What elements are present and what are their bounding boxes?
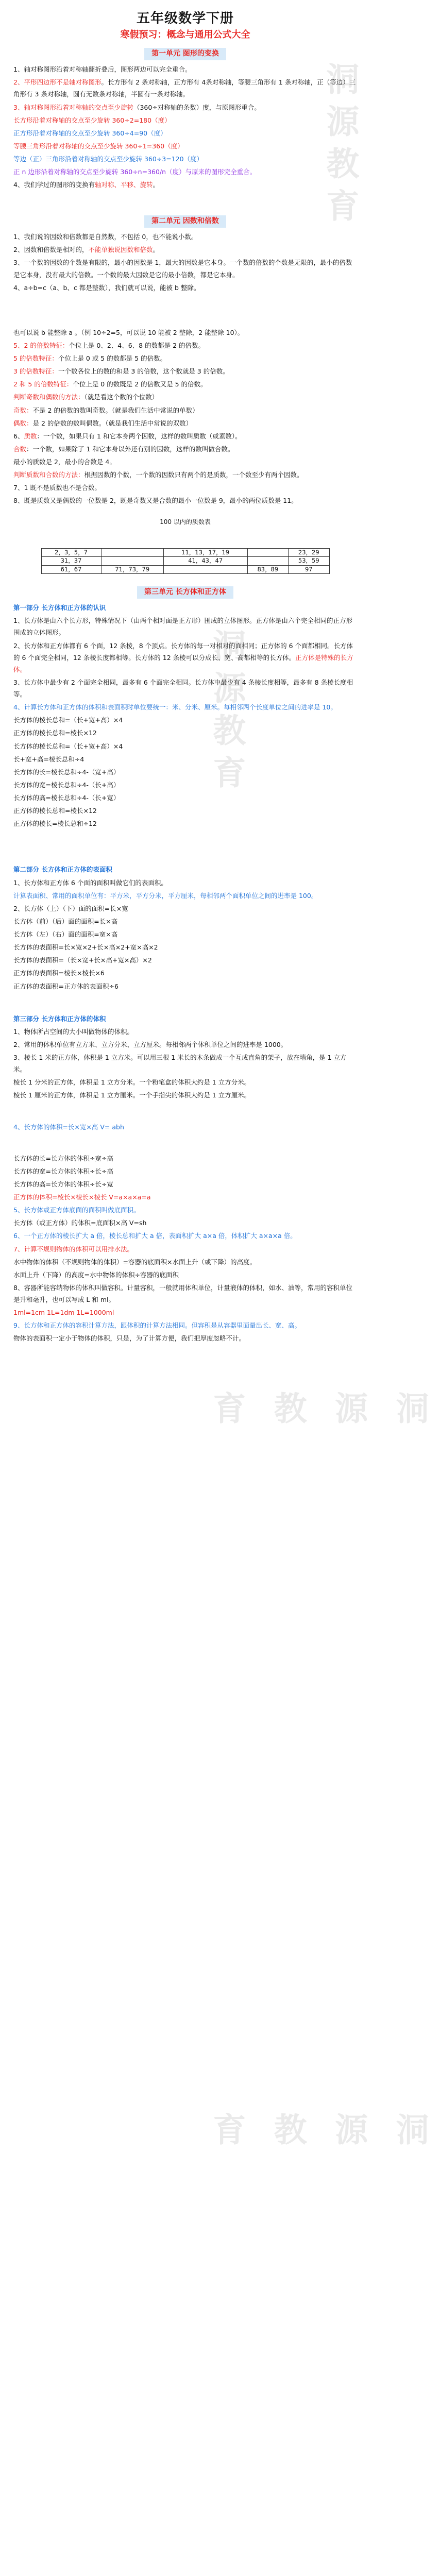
formula: 正方体的体积=棱长×棱长×棱长 V=a×a×a=a — [13, 1193, 151, 1201]
paragraph: 1、轴对称图形沿着对称轴翻折叠后，图形两边可以完全重合。 — [13, 65, 192, 74]
table-cell: 41，43，47 — [163, 557, 247, 566]
formula: 长方体的宽=棱长总和÷4-（长+高） — [13, 781, 120, 789]
unit-1-heading: 第一单元 图形的变换 — [144, 48, 226, 60]
formula: 长方体的表面积=长×宽×2+长×高×2+宽×高×2 — [13, 943, 158, 952]
table-cell — [101, 548, 163, 557]
paragraph: 7、1 既不是质数也不是合数。 — [13, 484, 101, 492]
paragraph: 水面上升（下降）的高度=水中物体的体积÷容器的底面积 — [13, 1270, 179, 1279]
paragraph: 合数：一个数，如果除了 1 和它本身以外还有别的因数，这样的数叫做合数。 — [13, 445, 234, 453]
unit-3-heading: 第三单元 长方体和正方体 — [137, 586, 233, 599]
paragraph: 8、容器所能容纳物体的体积叫做容积。计量容积，一般就用体积单位，计量液体的体积，如水、油等，常用的容积单位是升和毫升，也可以写成 L 和 ml。 — [13, 1283, 352, 1304]
paragraph: 2、因数和倍数是相对的，不能单独说因数和倍数。 — [13, 246, 159, 254]
formula: 长方体的长=棱长总和÷4-（宽+高） — [13, 768, 120, 776]
paragraph: 2 和 5 的倍数特征：个位上是 0 的数既是 2 的倍数又是 5 的倍数。 — [13, 380, 207, 388]
table-cell: 53，59 — [289, 557, 329, 566]
formula: 长+宽+高=棱长总和÷4 — [13, 755, 84, 763]
formula: 长方体（左）（右）面的面积=宽×高 — [13, 930, 118, 939]
paragraph: 4、我们学过的图形的变换有轴对称、平移、旋转。 — [13, 181, 159, 189]
paragraph: 2、平形四边形不是轴对称图形。长方形有 2 条对称轴，正方形有 4条对称轴，等腰三角形有 1 条对称轴，正（等边）三角形有 3 条对称轴，圆有无数条对称轴，半圆有一条对称轴。 — [13, 78, 356, 98]
page-title: 五年级数学下册 — [136, 11, 234, 26]
formula: 正方体的棱长总和=棱长×12 — [13, 807, 97, 815]
page-subtitle: 寒假预习：概念与通用公式大全 — [120, 29, 250, 41]
formula: 长方体的宽=长方体的体积÷长÷高 — [13, 1167, 113, 1175]
paragraph: 最小的质数是 2，最小的合数是 4。 — [13, 458, 116, 466]
formula: 长方体的棱长总和=（长+宽+高）×4 — [13, 742, 123, 750]
formula: 正方体的表面积=棱长×棱长×6 — [13, 969, 105, 977]
formula: 等边（正）三角形沿着对称轴的交点至少旋转 360÷3=120（度） — [13, 155, 204, 163]
formula: 2、长方体（上）（下）面的面积=长×宽 — [13, 904, 128, 912]
table-cell — [247, 557, 288, 566]
formula: 长方体（或正方体）的体积=底面积×高 V=sh — [13, 1219, 147, 1227]
paragraph: 9、长方体和正方体的容积计算方法，跟体积的计算方法相同。但容积是从容器里面量出长、宽、高。 — [13, 1321, 301, 1330]
table-cell: 83，89 — [247, 565, 288, 574]
table-cell: 2，3，5，7 — [41, 548, 101, 557]
paragraph: 3 的倍数特征：一个数各位上的数的和是 3 的倍数，这个数就是 3 的倍数。 — [13, 367, 229, 376]
watermark: 洞源教育 — [207, 2112, 429, 2155]
paragraph: 6、质数：一个数，如果只有 1 和它本身两个因数，这样的数叫质数（或素数）。 — [13, 432, 242, 440]
paragraph: 5、2 的倍数特征：个位上是 0、2、4、6、8 的数都是 2 的倍数。 — [13, 341, 205, 349]
formula: 正方形沿着对称轴的交点至少旋转 360÷4=90（度） — [13, 129, 167, 137]
paragraph: 判断奇数和偶数的方法：（就是看这个数的个位数） — [13, 393, 159, 401]
paragraph: 2、长方体和正方体都有 6 个面，12 条棱，8 个顶点。长方体的每一对相对的面相同；正方体的 6 个面都相同。长方体的 6 个面完全相同，12 条棱长度都相等。长方体的 12 条棱可以分成长、宽、高都相等的长方体。正方体是特殊的长方体。 — [13, 641, 353, 673]
table-cell — [101, 557, 163, 566]
formula: 正方体的表面积=正方体的表面积÷6 — [13, 982, 119, 990]
table-cell: 31，37 — [41, 557, 101, 566]
paragraph: 棱长 1 厘米的正方体，体积是 1 立方厘米。一个手指尖的体积大约是 1 立方厘米。 — [13, 1091, 251, 1099]
paragraph: 水中物体的体积（不规则物体的体积）=容器的底面积×水面上升（或下降）的高度。 — [13, 1258, 256, 1266]
table-cell — [247, 548, 288, 557]
paragraph: 3、一个数的因数的个数是有限的，最小的因数是 1，最大的因数是它本身。一个数的倍数的个数是无限的，最小的倍数是它本身，没有最大的倍数。一个数的最大因数是它的最小倍数，都是它本身。 — [13, 259, 352, 279]
watermark: 洞源教育 — [207, 629, 246, 798]
formula: 长方体的高=棱长总和÷4-（长+宽） — [13, 794, 120, 802]
paragraph: 2、常用的体积单位有立方米、立方分米、立方厘米。每相邻两个体积单位之间的进率是 1000。 — [13, 1040, 287, 1048]
table-cell: 71，73，79 — [101, 565, 163, 574]
section-title: 第三部分 长方体和正方体的体积 — [13, 1014, 106, 1023]
paragraph: 5 的倍数特征：个位上是 0 或 5 的数都是 5 的倍数。 — [13, 354, 167, 363]
paragraph: 棱长 1 分米的正方体，体积是 1 立方分米。一个粉笔盒的体积大约是 1 立方分米。 — [13, 1078, 251, 1087]
paragraph: 偶数：是 2 的倍数的数叫偶数。（就是我们生活中常说的双数） — [13, 419, 193, 427]
table-cell: 61，67 — [41, 565, 101, 574]
formula: 4、长方体的体积=长×宽×高 V= abh — [13, 1123, 124, 1131]
paragraph: 计算表面积、常用的面积单位有：平方米，平方分米，平方厘米，每相邻两个面积单位之间的进率是 100。 — [13, 891, 318, 900]
paragraph: 3、轴对称图形沿着对称轴的交点至少旋转（360÷对称轴的条数）度，与原图形重合。 — [13, 103, 261, 111]
formula: 长方体的长=长方体的体积÷宽÷高 — [13, 1154, 113, 1162]
formula: 6、一个正方体的棱长扩大 a 倍，棱长总和扩大 a 倍，表面积扩大 a×a 倍，体积扩大 a×a×a 倍。 — [13, 1232, 297, 1240]
formula: 正方体的棱长总和=棱长×12 — [13, 729, 97, 737]
formula: 正方体的棱长=棱长总和÷12 — [13, 820, 97, 828]
paragraph: 1、我们说的因数和倍数都是自然数，不包括 0，也不能说小数。 — [13, 233, 198, 241]
unit-2-heading: 第二单元 因数和倍数 — [144, 215, 226, 228]
formula: 正 n 边形沿着对称轴的交点至少旋转 360÷n=360/n（度）与原来的图形完全重合。 — [13, 168, 257, 176]
table-caption: 100 以内的质数表 — [160, 518, 211, 526]
table-cell: 23，29 — [289, 548, 329, 557]
formula: 长方体（前）（后）面的面积=长×高 — [13, 917, 118, 925]
formula: 等腰三角形沿着对称轴的交点至少旋转 360÷1=360（度） — [13, 142, 184, 150]
section-title: 第二部分 长方体和正方体的表面积 — [13, 866, 112, 874]
prime-table — [41, 548, 330, 574]
paragraph: 3、长方体中最少有 2 个面完全相同，最多有 6 个面完全相同。长方体中最少有 4 条棱长度相等，最多有 8 条棱长度相等。 — [13, 678, 353, 699]
formula: 长方形沿着对称轴的交点至少旋转 360÷2=180（度） — [13, 116, 171, 124]
table-cell: 97 — [289, 565, 329, 574]
formula: 长方体的表面积=（长×宽+长×高+宽×高）×2 — [13, 956, 152, 964]
table-cell — [163, 565, 247, 574]
paragraph: 1、长方体是由六个长方形，特殊情况下（由两个相对面是正方形）围成的立体图形。正方体是由六个完全相同的正方形围成的立体图形。 — [13, 617, 352, 637]
paragraph: 1、长方体和正方体 6 个面的面积叫做它们的表面积。 — [13, 878, 167, 887]
paragraph: 物体的表面积一定小于物体的体积，只是，为了计算方便，我们把厚度忽略不计。 — [13, 1334, 246, 1343]
paragraph: 8、既是质数又是偶数的一位数是 2，既是奇数又是合数的最小一位数是 9，最小的两位质数是 11。 — [13, 497, 298, 505]
paragraph: 4、计算长方体和正方体的体积和表面积时单位要统一：米、分米、厘米。每相邻两个长度单位之间的进率是 10。 — [13, 703, 337, 711]
formula: 5、长方体或正方体底面的面积叫做底面积。 — [13, 1206, 140, 1214]
table-row — [41, 565, 329, 574]
paragraph: 也可以说 b 能整除 a 。（例 10÷2=5，可以说 10 能被 2 整除，2 能整除 10）。 — [13, 328, 244, 336]
watermark: 洞源教育 — [207, 1391, 429, 1433]
formula: 长方体的高=长方体的体积÷长÷宽 — [13, 1180, 113, 1188]
section-title: 第一部分 长方体和正方体的认识 — [13, 604, 106, 612]
paragraph: 判断质数和合数的方法：根据因数的个数，一个数的因数只有两个的是质数，一个数至少有两个因数。 — [13, 471, 303, 479]
watermark: 洞源教育 — [320, 62, 359, 231]
table-row — [41, 557, 329, 566]
formula: 长方体的棱长总和=（长+宽+高）×4 — [13, 716, 123, 724]
table-cell: 11，13，17，19 — [163, 548, 247, 557]
table-row — [41, 548, 329, 557]
formula: 1ml=1cm 1L=1dm 1L=1000ml — [13, 1309, 114, 1317]
paragraph: 1、物体所占空间的大小叫做物体的体积。 — [13, 1027, 133, 1036]
paragraph: 4、a÷b=c（a、b、c 都是整数），我们就可以说，能被 b 整除。 — [13, 283, 200, 292]
formula: 7、计算不规则物体的体积可以用排水法。 — [13, 1245, 133, 1253]
paragraph: 奇数：不是 2 的倍数的数叫奇数。（就是我们生活中常说的单数） — [13, 406, 199, 414]
paragraph: 3、棱长 1 米的正方体，体积是 1 立方米。可以用三根 1 米长的木条做成一个互成直角的架子，放在墙角，是 1 立方米。 — [13, 1054, 347, 1074]
